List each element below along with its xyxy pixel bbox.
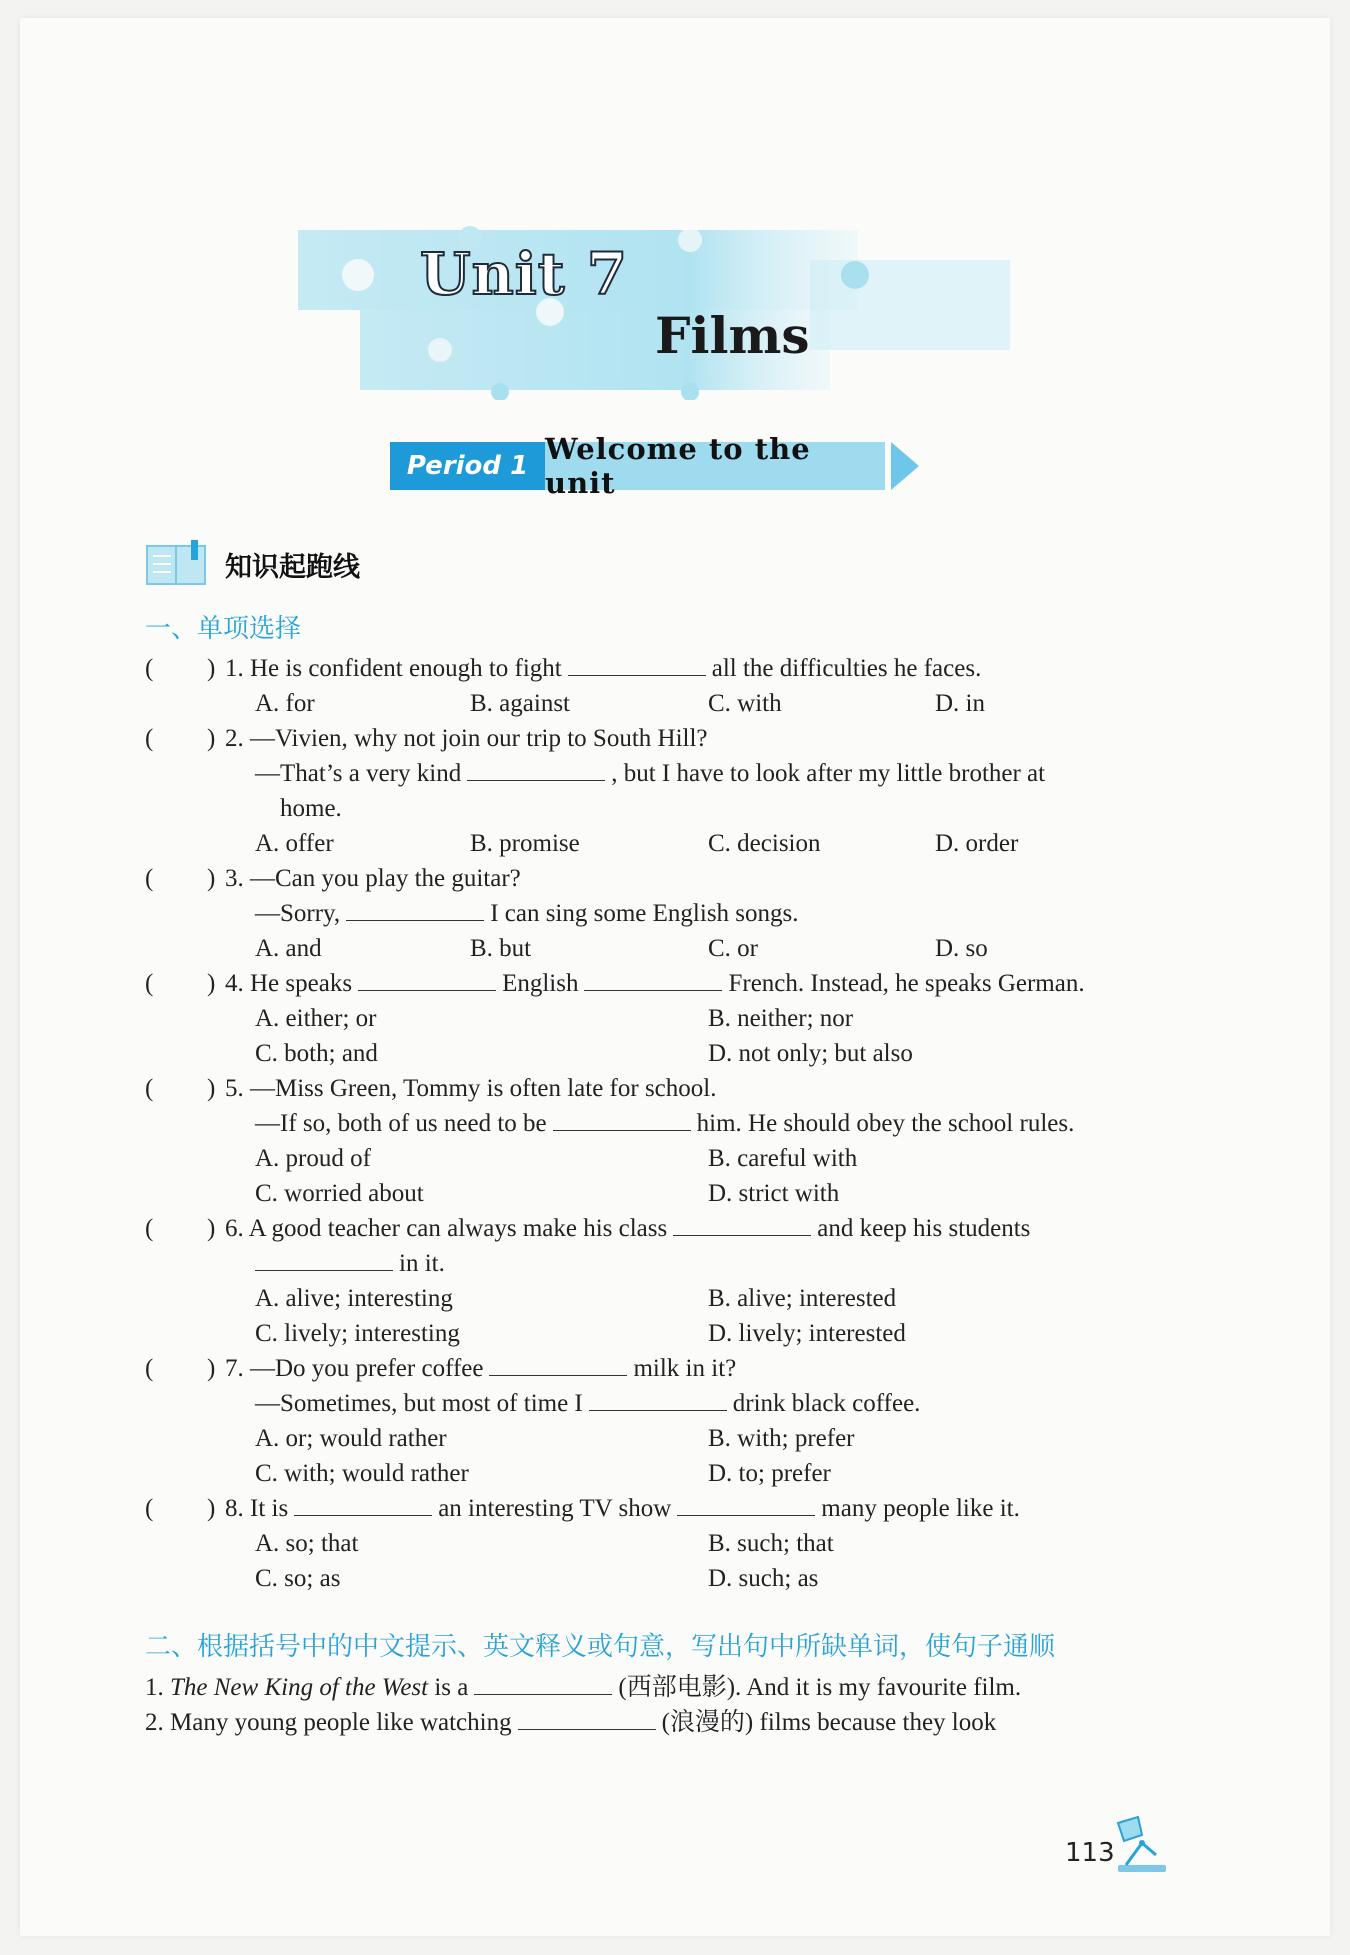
option-c: C. with; would rather [255,1460,469,1487]
lamp-icon [1112,1815,1172,1875]
option-b: B. but [470,935,532,962]
answer-paren-open: ( [145,1355,154,1382]
section-heading-text: 知识起跑线 [225,551,360,583]
item-text: 2. Many young people like watching [145,1709,512,1736]
question-5 [145,1071,1185,1211]
question-stem: many people like it. [821,1495,1020,1522]
option-b: B. such; that [708,1530,834,1557]
question-stem: and keep his students [817,1215,1031,1242]
unit-number: Unit 7 [420,240,629,308]
question-stem: English [502,970,579,997]
question-7 [145,1351,1185,1491]
option-d: D. lively; interested [708,1320,906,1347]
answer-paren-close: ) [207,970,216,997]
fill-in-list [145,1670,1205,1740]
option-b: B. neither; nor [708,1005,854,1032]
item-text: is a [434,1674,469,1701]
question-stem: 3. —Can you play the guitar? [225,865,521,892]
option-d: D. in [935,690,985,717]
question-stem: I can sing some English songs. [490,900,799,927]
answer-paren-close: ) [207,865,216,892]
option-a: A. alive; interesting [255,1285,453,1312]
question-stem: 5. —Miss Green, Tommy is often late for school. [225,1075,717,1102]
option-c: C. with [708,690,782,717]
part1-title: 一、单项选择 [145,614,302,644]
question-stem: —Sorry, [255,900,341,927]
option-a: A. for [255,690,315,717]
answer-paren-open: ( [145,970,154,997]
option-a: A. or; would rather [255,1425,447,1452]
option-d: D. not only; but also [708,1040,913,1067]
answer-blank[interactable] [518,1705,656,1730]
item-number: 1. [145,1674,164,1701]
option-a: A. either; or [255,1005,377,1032]
question-1 [145,651,1185,721]
option-d: D. order [935,830,1019,857]
question-stem: him. He should obey the school rules. [696,1110,1075,1137]
answer-paren-open: ( [145,1075,154,1102]
option-d: D. so [935,935,988,962]
option-a: A. offer [255,830,334,857]
item-text: . And it is my favourite film. [735,1674,1022,1701]
question-stem: 1. He is confident enough to fight [225,655,562,682]
period-tag: Period 1 [390,442,545,490]
period-name: Welcome to the unit [545,442,885,490]
question-6 [145,1211,1185,1351]
option-c: C. or [708,935,758,962]
option-d: D. such; as [708,1565,819,1592]
question-stem: —If so, both of us need to be [255,1110,547,1137]
arrow-icon [891,442,919,490]
question-stem: drink black coffee. [732,1390,921,1417]
answer-blank[interactable] [568,651,706,676]
question-stem: —That’s a very kind [255,760,462,787]
option-c: C. so; as [255,1565,341,1592]
answer-paren-close: ) [207,1495,216,1522]
question-stem: 2. —Vivien, why not join our trip to South Hill? [225,725,708,752]
answer-blank[interactable] [474,1670,612,1695]
answer-paren-open: ( [145,655,154,682]
option-b: B. alive; interested [708,1285,897,1312]
answer-blank[interactable] [489,1351,627,1376]
answer-paren-open: ( [145,1215,154,1242]
option-d: D. to; prefer [708,1460,831,1487]
period-banner [390,432,919,500]
book-icon [145,540,207,588]
option-b: B. careful with [708,1145,858,1172]
option-a: A. so; that [255,1530,359,1557]
question-stem: French. Instead, he speaks German. [728,970,1085,997]
answer-blank[interactable] [358,966,496,991]
item-text: films because they look [759,1709,997,1736]
chinese-hint: (浪漫的) [661,1709,754,1736]
question-stem: 8. It is [225,1495,289,1522]
answer-paren-open: ( [145,1495,154,1522]
page-number: 113 [1065,1838,1115,1868]
answer-blank[interactable] [589,1386,727,1411]
question-stem: 7. —Do you prefer coffee [225,1355,484,1382]
option-d: D. strict with [708,1180,840,1207]
unit-banner [290,220,1030,400]
section-heading [145,540,360,588]
answer-paren-open: ( [145,725,154,752]
answer-blank[interactable] [294,1491,432,1516]
option-b: B. against [470,690,570,717]
film-title: The New King of the West [170,1674,429,1701]
answer-blank[interactable] [677,1491,815,1516]
answer-blank[interactable] [553,1106,691,1131]
option-c: C. both; and [255,1040,378,1067]
answer-paren-close: ) [207,655,216,682]
question-2 [145,721,1185,861]
question-stem: 6. A good teacher can always make his class [225,1215,668,1242]
option-c: C. decision [708,830,821,857]
option-c: C. lively; interesting [255,1320,460,1347]
answer-paren-close: ) [207,1075,216,1102]
question-stem: milk in it? [633,1355,737,1382]
option-a: A. and [255,935,322,962]
question-stem: home. [280,795,342,822]
question-8 [145,1491,1185,1596]
question-3 [145,861,1185,966]
fill-item-2 [145,1705,1205,1740]
answer-paren-close: ) [207,1215,216,1242]
answer-paren-close: ) [207,725,216,752]
question-stem: —Sometimes, but most of time I [255,1390,583,1417]
part2-title: 二、根据括号中的中文提示、英文释义或句意，写出句中所缺单词，使句子通顺 [145,1632,1056,1662]
answer-blank[interactable] [467,756,605,781]
question-4 [145,966,1185,1071]
chinese-hint: (西部电影) [618,1674,736,1701]
question-stem: , but I have to look after my little brother at [611,760,1046,787]
answer-blank[interactable] [584,966,722,991]
option-b: B. promise [470,830,580,857]
option-b: B. with; prefer [708,1425,855,1452]
answer-blank[interactable] [255,1246,393,1271]
question-stem: an interesting TV show [438,1495,672,1522]
option-a: A. proud of [255,1145,371,1172]
question-stem: all the difficulties he faces. [711,655,982,682]
answer-paren-close: ) [207,1355,216,1382]
unit-title: Films [655,306,810,365]
answer-blank[interactable] [346,896,484,921]
fill-item-1 [145,1670,1205,1705]
answer-blank[interactable] [673,1211,811,1236]
answer-paren-open: ( [145,865,154,892]
question-stem: 4. He speaks [225,970,353,997]
option-c: C. worried about [255,1180,424,1207]
question-stem: in it. [399,1250,445,1277]
